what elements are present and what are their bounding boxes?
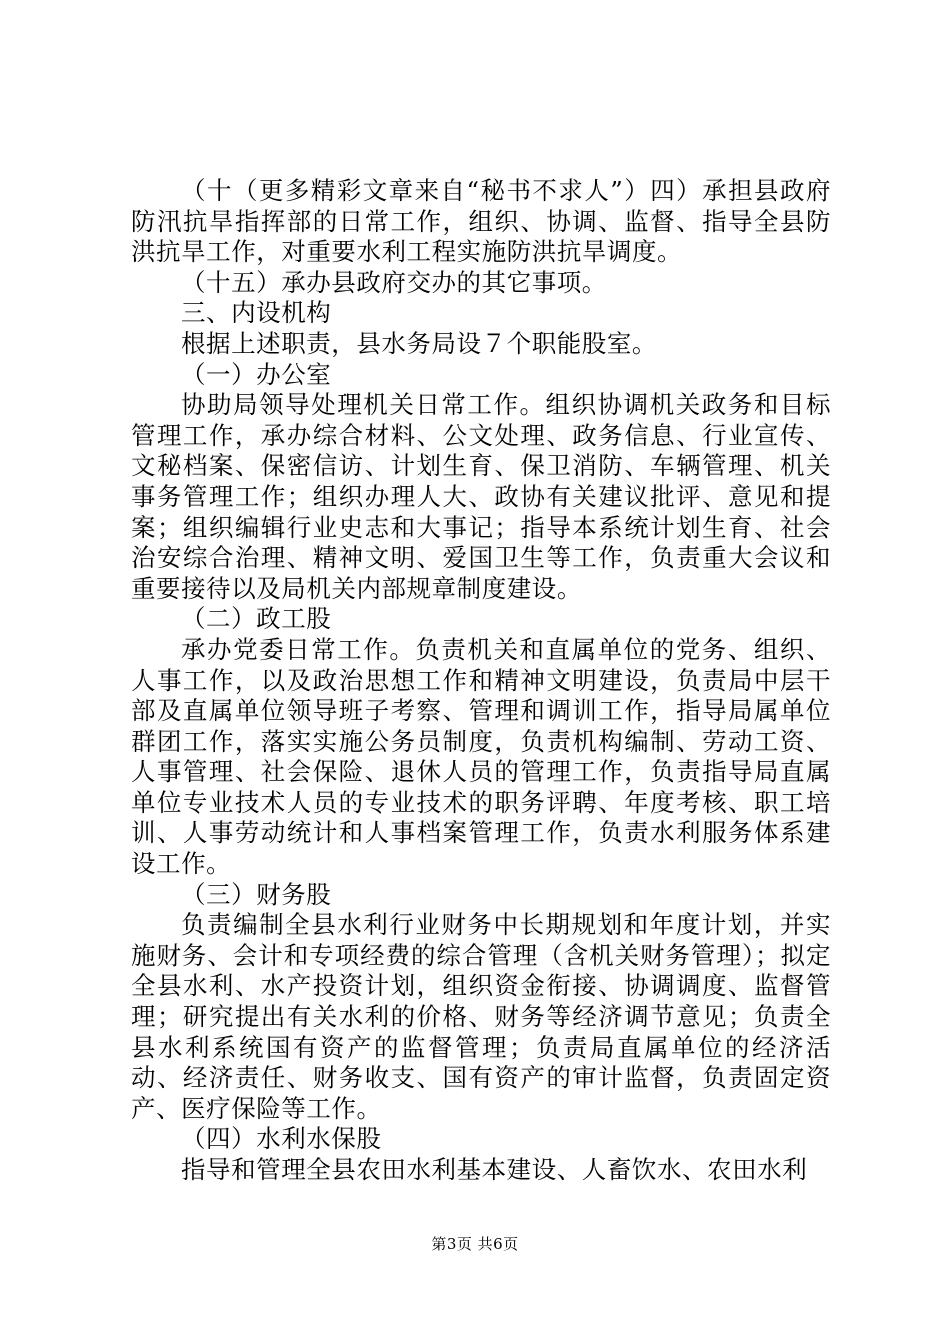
paragraph-duty-14: （十（更多精彩文章来自“秘书不求人”）四）承担县政府防汛抗旱指挥部的日常工作，组织、协调、监督、指导全县防洪抗旱工作，对重要水利工程实施防洪抗旱调度。 [131,176,831,267]
paragraph-departments-intro: 根据上述职责，县水务局设７个职能股室。 [181,328,657,358]
subheading-finance: （三）财务股 [181,879,332,909]
paragraph-duty-15: （十五）承办县政府交办的其它事项。 [181,267,607,297]
subheading-political-work: （二）政工股 [181,604,332,634]
subheading-water-conservancy: （四）水利水保股 [181,1124,382,1154]
subheading-office: （一）办公室 [181,359,332,389]
paragraph-water-conservancy-duties: 指导和管理全县农田水利基本建设、人畜饮水、农田水利 [181,1155,808,1184]
page-number-footer: 第3页 共6页 [431,1235,519,1253]
paragraph-finance-duties: 负责编制全县水利行业财务中长期规划和年度计划，并实施财务、会计和专项经费的综合管理（含机关财务管理）；拟定全县水利、水产投资计划，组织资金衔接、协调调度、监督管理；研究提出有关水利的价格、财务等经济调节意见；负责全县水利系统国有资产的监督管理；负责局直属单位的经济活动、经济责任、财务收支、国有资产的审计监督，负责固定资产、医疗保险等工作。 [131,910,831,1123]
section-heading-internal-departments: 三、内设机构 [181,298,332,328]
paragraph-political-work-duties: 承办党委日常工作。负责机关和直属单位的党务、组织、人事工作，以及政治思想工作和精神文明建设，负责局中层干部及直属单位领导班子考察、管理和调训工作，指导局属单位群团工作，落实实施公务员制度，负责机构编制、劳动工资、人事管理、社会保险、退休人员的管理工作，负责指导局直属单位专业技术人员的专业技术的职务评聘、年度考核、职工培训、人事劳动统计和人事档案管理工作，负责水利服务体系建设工作。 [131,634,831,879]
document-body [131,176,831,1186]
paragraph-office-duties: 协助局领导处理机关日常工作。组织协调机关政务和目标管理工作，承办综合材料、公文处理、政务信息、行业宣传、文秘档案、保密信访、计划生育、保卫消防、车辆管理、机关事务管理工作；组织办理人大、政协有关建议批评、意见和提案；组织编辑行业史志和大事记；指导本系统计划生育、社会治安综合治理、精神文明、爱国卫生等工作，负责重大会议和重要接待以及局机关内部规章制度建设。 [131,390,831,603]
